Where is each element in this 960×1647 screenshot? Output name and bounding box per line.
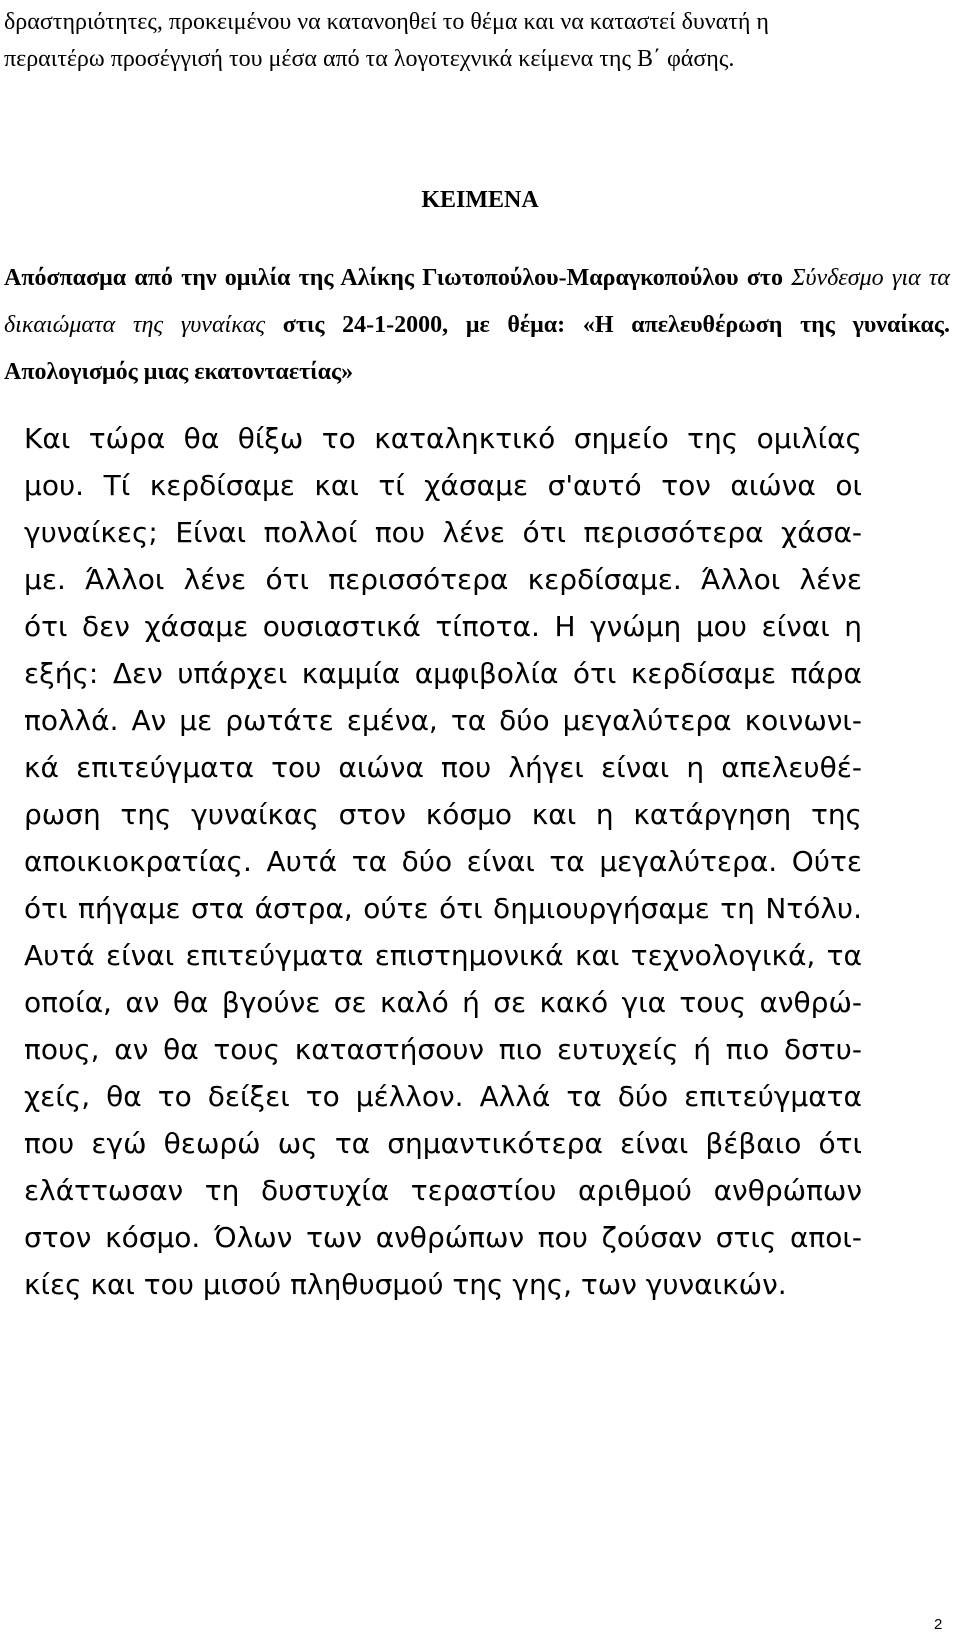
page-number: 2 [934,1616,943,1633]
speech-line: κίες και του μισού πληθυσμού της γης, των γυναικών. [24,1268,787,1301]
intro-line-1: δραστηριότητες, προκειμένου να κατανοηθεί το θέμα και να καταστεί δυνατή η [4,9,769,35]
intro-paragraph [4,4,944,78]
source-lead: Απόσπασμα από την ομιλία της Αλίκης Γιωτοπούλου-Μαραγκοπούλου στο [4,265,783,291]
speech-line: μου. Τί κερδίσαμε και τί χάσαμε σ'αυτό τον αιώνα οι [24,469,862,502]
intro-line-2: περαιτέρω προσέγγισή του μέσα από τα λογοτεχνικά κείμενα της Β΄ φάσης. [4,46,735,72]
speech-line: που εγώ θεωρώ ως τα σημαντικότερα είναι βέβαιο ότι [24,1127,862,1160]
speech-line: οποία, αν θα βγούνε σε καλό ή σε κακό για τους ανθρώ- [24,986,862,1019]
speech-line: εξής: Δεν υπάρχει καμμία αμφιβολία ότι κερδίσαμε πάρα [24,657,862,690]
speech-line: ελάττωσαν τη δυστυχία τεραστίου αριθμού ανθρώπων [24,1174,862,1207]
source-citation [4,255,950,396]
speech-excerpt [24,415,862,1308]
source-details: στις 24-1-2000, με θέμα: «Η απελευθέρωση της γυναίκας. Απολογισμός μιας εκατονταετίας» [4,312,951,385]
speech-line: χείς, θα το δείξει το μέλλον. Αλλά τα δύο επιτεύγματα [24,1080,862,1113]
speech-line: γυναίκες; Είναι πολλοί που λένε ότι περισσότερα χάσα- [24,516,862,549]
source-organization: Σύνδεσμο για τα δικαιώματα της γυναίκας [4,265,950,338]
speech-line: Αυτά είναι επιτεύγματα επιστημονικά και τεχνολογικά, τα [24,939,862,972]
speech-line: ότι πήγαμε στα άστρα, ούτε ότι δημιουργήσαμε τη Ντόλυ. [24,892,862,925]
speech-line: αποικιοκρατίας. Αυτά τα δύο είναι τα μεγαλύτερα. Ούτε [24,845,862,878]
speech-line: με. Άλλοι λένε ότι περισσότερα κερδίσαμε. Άλλοι λένε [24,563,862,596]
speech-line: κά επιτεύγματα του αιώνα που λήγει είναι η απελευθέ- [24,751,862,784]
speech-line: Και τώρα θα θίξω το καταληκτικό σημείο της ομιλίας [24,422,862,455]
speech-line: στον κόσμο. Όλων των ανθρώπων που ζούσαν στις αποι- [24,1221,862,1254]
speech-line: ρωση της γυναίκας στον κόσμο και η κατάργηση της [24,798,862,831]
speech-line: πους, αν θα τους καταστήσουν πιο ευτυχείς ή πιο δστυ- [24,1033,862,1066]
speech-line: ότι δεν χάσαμε ουσιαστικά τίποτα. Η γνώμη μου είναι η [24,610,862,643]
speech-line: πολλά. Αν με ρωτάτε εμένα, τα δύο μεγαλύτερα κοινωνι- [24,704,862,737]
section-heading: ΚΕΙΜΕΝΑ [421,187,539,213]
